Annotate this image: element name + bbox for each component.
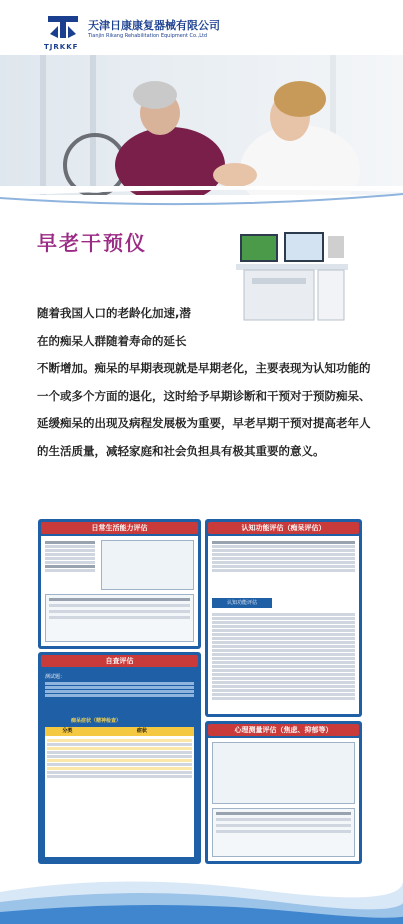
- psych-panel: [205, 721, 362, 864]
- cognitive-detail-text: [212, 612, 355, 710]
- intro-paragraph: [37, 300, 372, 465]
- psych-screenshot-1: [212, 742, 355, 804]
- col-category: 分类: [62, 728, 73, 734]
- elderly-care-photo: [0, 55, 403, 195]
- company-logo: [44, 12, 82, 42]
- cognitive-intro-text: [212, 540, 355, 596]
- daily-living-panel-body: [41, 536, 198, 646]
- daily-living-panel: [38, 519, 201, 649]
- cognitive-panel-title: 认知功能评估（痴呆评估）: [208, 522, 359, 534]
- daily-living-screenshot: [101, 540, 194, 590]
- psych-panel-body: [208, 738, 359, 861]
- self-check-label: 测试题：: [45, 674, 66, 680]
- product-title: 早老干预仪: [37, 231, 147, 255]
- logo-brand-text: TJRKKF: [44, 43, 79, 51]
- self-check-text: [45, 681, 194, 711]
- daily-living-panel-title: 日常生活能力评估: [41, 522, 198, 534]
- col-symptom: 症状: [136, 728, 147, 734]
- company-name-cn: 天津日康康复器械有限公司: [88, 19, 220, 32]
- intro-rest: 不断增加。痴呆的早期表现就是早期老化，主要表现为认知功能的一个或多个方面的退化，这时给予早期诊断和干预对于预防痴呆、延缓痴呆的出现及病程发展极为重要，早老早期干预对提高老年人的生活质量，减轻家庭和社会负担具有极其重要的意义。: [37, 361, 371, 458]
- self-check-table: [45, 727, 194, 857]
- psych-panel-title: 心理测量评估（焦虑、抑郁等）: [208, 724, 359, 736]
- self-check-table-header: [45, 727, 194, 736]
- self-check-panel: [38, 652, 201, 864]
- intro-line-1: 随着我国人口的老龄化加速,潜: [37, 306, 191, 320]
- header-swoosh: [0, 186, 403, 216]
- daily-living-table-screenshot: [45, 594, 194, 642]
- self-check-table-title: 痴呆症状（精神检查）: [71, 718, 122, 724]
- daily-living-text-block: [45, 540, 95, 590]
- footer-wave: [0, 872, 403, 924]
- cognitive-panel: [205, 519, 362, 717]
- self-check-panel-title: 自查评估: [41, 655, 198, 667]
- self-check-panel-body: [41, 669, 198, 861]
- cognitive-subtitle: 认知功能评估: [212, 598, 272, 608]
- psych-screenshot-2: [212, 808, 355, 857]
- cognitive-panel-body: [208, 536, 359, 714]
- intro-line-2: 在的痴呆人群随着寿命的延长: [37, 333, 187, 348]
- company-name-en: Tianjin Rikang Rehabilitation Equipment Co.,Ltd: [88, 33, 208, 39]
